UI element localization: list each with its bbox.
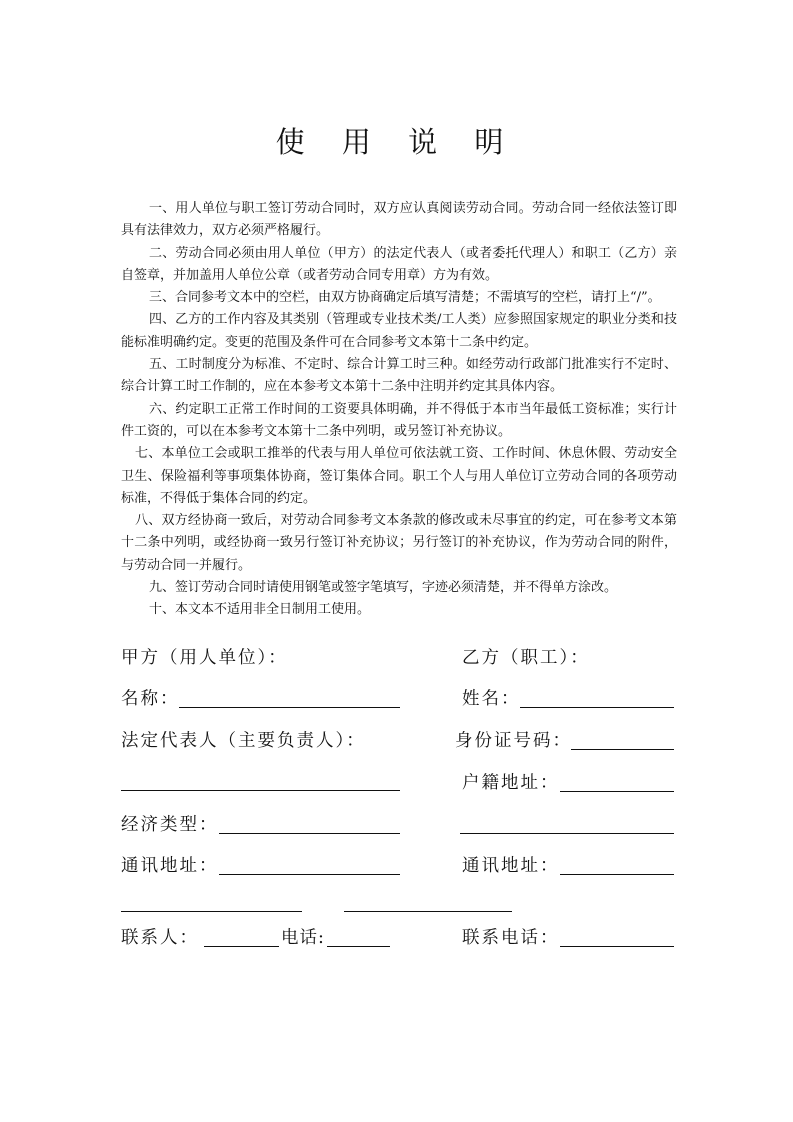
party-b-id-label: 身份证号码： [455,731,572,751]
party-b-phone-field[interactable] [560,946,674,947]
party-b-household-label: 户籍地址： [462,773,560,793]
party-a-name-label: 名称： [121,689,180,709]
party-a-contact-field[interactable] [204,946,279,947]
party-a-address-label: 通讯地址： [121,856,219,876]
party-a-address-field-2[interactable] [121,911,302,912]
party-b-heading: 乙方（职工）： [462,648,590,668]
instruction-item-3: 三、合同参考文本中的空栏，由双方协商确定后填写清楚；不需填写的空栏，请打上“/”。 [149,290,661,306]
party-b-household-field[interactable] [560,791,674,792]
instruction-item-4: 四、乙方的工作内容及其类别（管理或专业技术类/工人类）应参照国家规定的职业分类和技能标准明确约定。变更的范围及条件可在合同参考文本第十二条中约定。 [121,312,677,350]
party-a-legal-rep-label: 法定代表人（主要负责人）： [121,731,366,751]
party-a-econ-type-label: 经济类型： [121,815,219,835]
party-b-household-field-2[interactable] [460,833,674,834]
instruction-item-2: 二、劳动合同必须由用人单位（甲方）的法定代表人（或者委托代理人）和职工（乙方）亲自签章，并加盖用人单位公章（或者劳动合同专用章）方为有效。 [121,245,677,283]
party-b-name-field[interactable] [520,707,674,708]
party-a-address-field-3[interactable] [344,911,512,912]
party-a-phone-field[interactable] [327,946,390,947]
instruction-item-10: 十、本文本不适用非全日制用工使用。 [149,602,371,618]
party-a-heading: 甲方（用人单位）： [121,648,288,668]
party-b-address-label: 通讯地址： [462,856,560,876]
instruction-item-5: 五、工时制度分为标准、不定时、综合计算工时三种。如经劳动行政部门批准实行不定时、综合计算工时工作制的，应在本参考文本第十二条中注明并约定其具体内容。 [121,357,677,395]
instruction-item-7: 七、本单位工会或职工推举的代表与用人单位可依法就工资、工作时间、休息休假、劳动安全卫生、保险福利等事项集体协商，签订集体合同。职工个人与用人单位订立劳动合同的各项劳动标准，不得低于集体合同的约定。 [121,446,677,506]
party-a-econ-type-field[interactable] [219,833,400,834]
instruction-item-8: 八、双方经协商一致后，对劳动合同参考文本条款的修改或未尽事宜的约定，可在参考文本第十二条中列明，或经协商一致另行签订补充协议；另行签订的补充协议，作为劳动合同的附件，与劳动合同一并履行。 [121,513,677,573]
party-b-name-label: 姓名： [462,689,521,709]
instruction-item-1: 一、用人单位与职工签订劳动合同时，双方应认真阅读劳动合同。劳动合同一经依法签订即具有法律效力，双方必须严格履行。 [121,201,677,239]
party-b-phone-label: 联系电话： [462,928,560,948]
instructions-list [121,198,677,622]
party-a-legal-rep-field[interactable] [121,790,400,791]
party-a-name-field[interactable] [179,707,400,708]
instruction-item-6: 六、约定职工正常工作时间的工资要具体明确，并不得低于本市当年最低工资标准；实行计件工资的，可以在本参考文本第十二条中列明，或另签订补充协议。 [121,401,677,439]
party-a-contact-label: 联系人： [121,928,199,948]
page-title: 使 用 说 明 [275,125,518,159]
party-b-id-field[interactable] [571,749,674,750]
party-a-address-field[interactable] [219,874,400,875]
party-b-address-field[interactable] [560,874,674,875]
party-a-phone-label: 电话: [281,928,325,948]
instruction-item-9: 九、签订劳动合同时请使用钢笔或签字笔填写，字迹必须清楚，并不得单方涂改。 [149,580,618,596]
